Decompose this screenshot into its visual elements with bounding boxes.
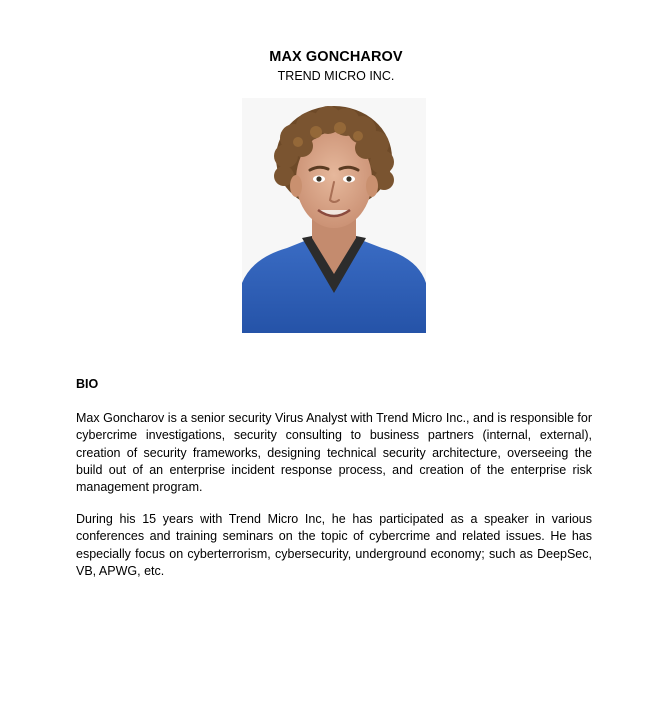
speaker-name: MAX GONCHAROV: [269, 49, 403, 65]
bio-heading: BIO: [76, 377, 99, 391]
bio-paragraph: During his 15 years with Trend Micro Inc, he has participated as a speaker in various conferences and training seminars on the topic of cybercrime and related issues. He has especially focus on cyberterrorism, cybersecurity, underground economy; such as DeepSec, VB, APWG, etc.: [76, 512, 592, 578]
company-name: TREND MICRO INC.: [277, 69, 395, 83]
portrait-photo: [242, 98, 426, 333]
bio-paragraph: Max Goncharov is a senior security Virus Analyst with Trend Micro Inc., and is responsible for cybercrime investigations, security consulting to business partners (internal, external), creation of security frameworks, designing technical security architecture, overseeing the build out of an enterprise incident response process, and creation of the enterprise risk management program.: [76, 411, 592, 495]
